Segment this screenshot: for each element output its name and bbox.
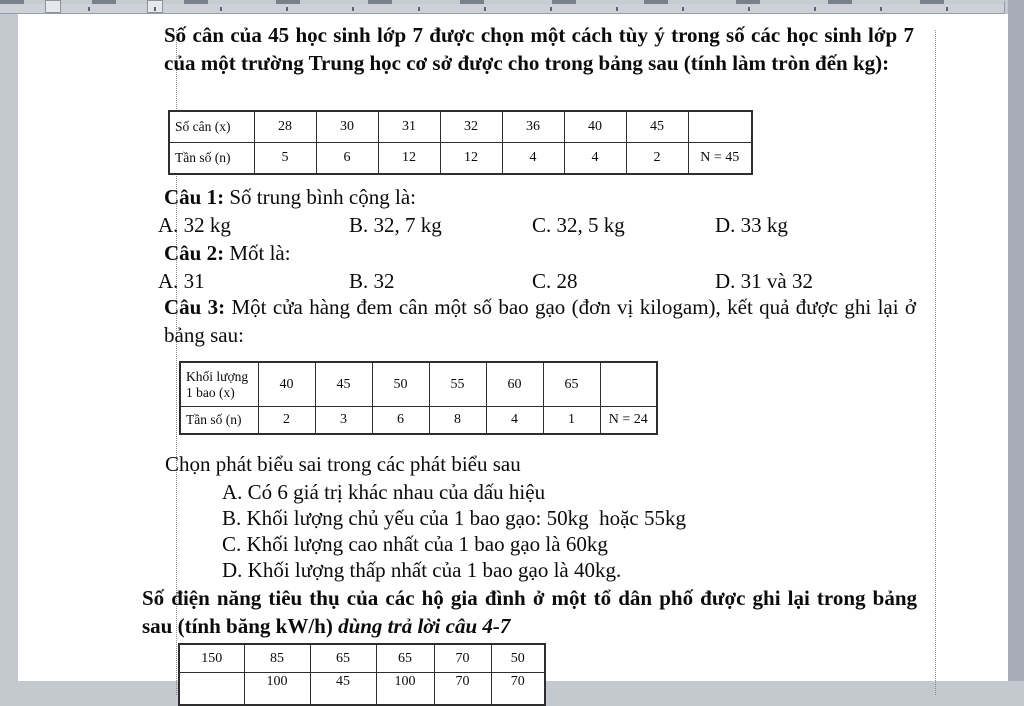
question-1-answers xyxy=(158,211,918,239)
table-cell: 70 xyxy=(491,673,545,706)
label-line: 1 bao (x) xyxy=(186,384,235,400)
row-label-cell: Số cân (x) xyxy=(169,111,254,143)
table-cell: 1 xyxy=(543,407,600,435)
table-cell: 4 xyxy=(486,407,543,435)
table-cell: 85 xyxy=(244,644,310,673)
answer-option-a: A. 32 kg xyxy=(158,213,231,237)
table-row xyxy=(169,143,752,175)
table-cell: 50 xyxy=(491,644,545,673)
table-cell: 4 xyxy=(502,143,564,175)
row-label-cell: Tần số (n) xyxy=(169,143,254,175)
text-boundary-right xyxy=(935,30,936,695)
table-cell: 2 xyxy=(258,407,315,435)
table-cell: 4 xyxy=(564,143,626,175)
answer-option-d: D. 33 kg xyxy=(715,213,788,237)
table-cell: 28 xyxy=(254,111,316,143)
table-cell: N = 24 xyxy=(600,407,657,435)
table-cell: 45 xyxy=(310,673,376,706)
table-cell: 40 xyxy=(564,111,626,143)
table-cell: 5 xyxy=(254,143,316,175)
table-cell: 65 xyxy=(376,644,434,673)
electricity-paragraph-italic: dùng trả lời câu 4-7 xyxy=(338,614,511,638)
table-cell: 32 xyxy=(440,111,502,143)
table-row xyxy=(169,111,752,143)
table-cell xyxy=(688,111,752,143)
statement-a: A. Có 6 giá trị khác nhau của dấu hiệu xyxy=(222,480,546,504)
desktop-right-strip xyxy=(1008,0,1024,681)
table-cell: 100 xyxy=(244,673,310,706)
table-cell: N = 45 xyxy=(688,143,752,175)
table-cell: 31 xyxy=(378,111,440,143)
table-cell: 12 xyxy=(440,143,502,175)
table-cell xyxy=(179,673,244,706)
question-1 xyxy=(164,183,416,211)
row-label-cell: Tần số (n) xyxy=(180,407,258,435)
table-cell: 6 xyxy=(372,407,429,435)
table-cell: 100 xyxy=(376,673,434,706)
statement-list xyxy=(222,479,686,583)
table-row xyxy=(180,407,657,435)
table-row xyxy=(179,644,545,673)
table-cell: 55 xyxy=(429,362,486,407)
question-2 xyxy=(164,239,291,267)
question-3-label: Câu 3: xyxy=(164,295,226,319)
electricity-paragraph xyxy=(142,584,917,640)
table-cell: 150 xyxy=(179,644,244,673)
table-cell: 70 xyxy=(434,644,491,673)
question-3-text: Một cửa hàng đem cân một số bao gạo (đơn vị kilogam), kết quả được ghi lại ở bảng sau: xyxy=(164,295,916,347)
answer-option-c: C. 28 xyxy=(532,269,578,293)
table-cell: 36 xyxy=(502,111,564,143)
answer-option-a: A. 31 xyxy=(158,269,205,293)
table-cell: 50 xyxy=(372,362,429,407)
table-cell: 6 xyxy=(316,143,378,175)
table-cell: 60 xyxy=(486,362,543,407)
question-1-label: Câu 1: xyxy=(164,185,225,209)
answer-option-b: B. 32, 7 kg xyxy=(349,213,442,237)
question-1-text: Số trung bình cộng là: xyxy=(224,185,416,209)
horizontal-ruler[interactable] xyxy=(0,0,1005,14)
question-2-label: Câu 2: xyxy=(164,241,225,265)
tab-selector-box[interactable] xyxy=(45,0,61,13)
table-cell: 2 xyxy=(626,143,688,175)
table-cell: 65 xyxy=(543,362,600,407)
electricity-paragraph-text: Số điện năng tiêu thụ của các hộ gia đình ở một tổ dân phố được ghi lại trong bảng sau (tính băng kW/h) xyxy=(142,586,917,638)
table-cell: 45 xyxy=(315,362,372,407)
table-row xyxy=(180,362,657,407)
statement-c: C. Khối lượng cao nhất của 1 bao gạo là 60kg xyxy=(222,532,608,556)
question-2-text: Mốt là: xyxy=(224,241,291,265)
table-cell: 45 xyxy=(626,111,688,143)
electricity-table xyxy=(178,643,546,706)
question-3 xyxy=(164,293,916,349)
table-cell: 3 xyxy=(315,407,372,435)
question-2-answers xyxy=(158,267,918,295)
answer-option-d: D. 31 và 32 xyxy=(715,269,813,293)
statement-prompt: Chọn phát biểu sai trong các phát biểu sau xyxy=(165,452,521,476)
table-cell: 40 xyxy=(258,362,315,407)
statement-d: D. Khối lượng thấp nhất của 1 bao gạo là 40kg. xyxy=(222,558,622,582)
answer-option-b: B. 32 xyxy=(349,269,395,293)
intro-paragraph: Số cân của 45 học sinh lớp 7 được chọn một cách tùy ý trong số các học sinh lớp 7 của một trường Trung học cơ sở được cho trong bảng sau (tính làm tròn đến kg): xyxy=(164,23,914,75)
table-cell: 8 xyxy=(429,407,486,435)
table-cell: 12 xyxy=(378,143,440,175)
row-label-cell xyxy=(180,362,258,407)
table-cell xyxy=(600,362,657,407)
frequency-table-weights xyxy=(168,110,753,175)
table-cell: 70 xyxy=(434,673,491,706)
indent-marker[interactable] xyxy=(147,0,163,13)
table-row xyxy=(179,673,545,706)
answer-option-c: C. 32, 5 kg xyxy=(532,213,625,237)
table-cell: 30 xyxy=(316,111,378,143)
frequency-table-rice xyxy=(179,361,658,435)
label-line: Khối lượng xyxy=(186,368,249,384)
statement-b: B. Khối lượng chủ yếu của 1 bao gạo: 50kg hoặc 55kg xyxy=(222,506,686,530)
table-cell: 65 xyxy=(310,644,376,673)
